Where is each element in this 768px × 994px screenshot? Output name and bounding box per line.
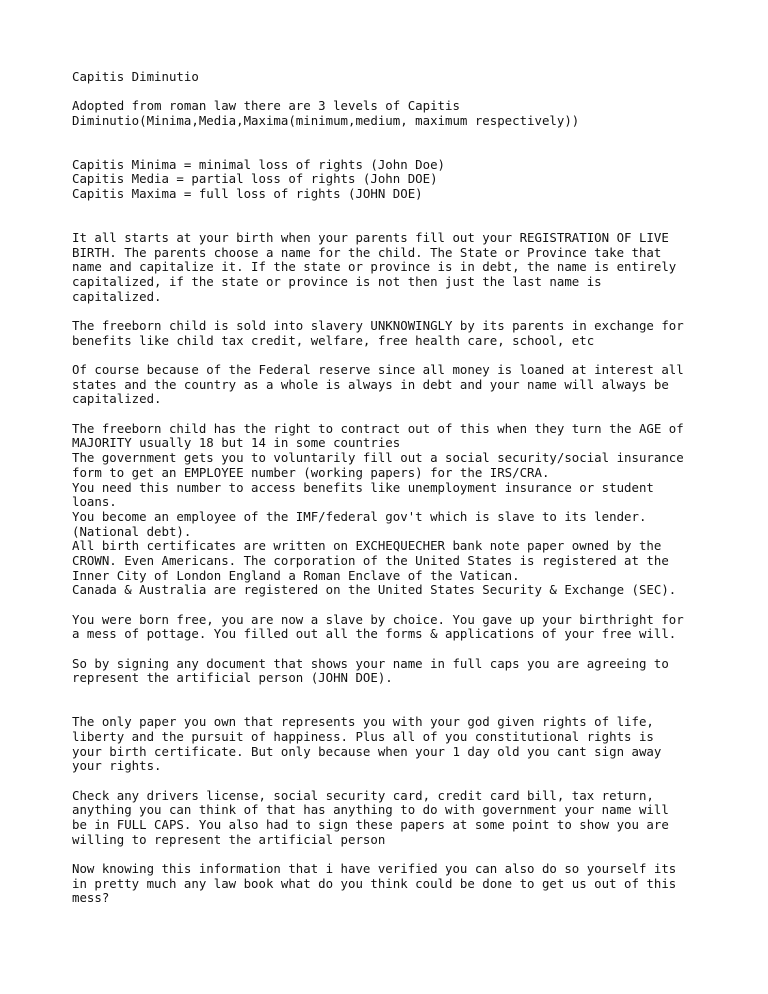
signing-paragraph (72, 657, 712, 686)
paragraph-line: Of course because of the Federal reserve since all money is loaned at interest all (72, 362, 684, 377)
majority-paragraph (72, 422, 712, 598)
spacer (72, 847, 712, 862)
now-paragraph (72, 862, 712, 906)
paragraph-line: benefits like child tax credit, welfare, free health care, school, etc (72, 332, 595, 348)
born-free-paragraph (72, 613, 712, 642)
paragraph-line: MAJORITY usually 18 but 14 in some countries (72, 435, 401, 451)
spacer (72, 598, 712, 613)
paragraph-line: So by signing any document that shows your name in full caps you are agreeing to (72, 655, 669, 671)
paragraph-line: form to get an EMPLOYEE number (working papers) for the IRS/CRA. (72, 464, 550, 480)
paragraph-line: All birth certificates are written on EXCHEQUECHER bank note paper owned by the (72, 538, 662, 554)
paragraph-line: CROWN. Even Americans. The corporation of the United States is registered at the (72, 552, 669, 568)
paragraph-line: The only paper you own that represents you with your god given rights of life, (72, 714, 654, 730)
paragraph-line: anything you can think of that has anything to do with government your name will (72, 802, 669, 818)
paragraph-line: You were born free, you are now a slave by choice. You gave up your birthright for (72, 611, 684, 627)
paragraph-line: willing to represent the artificial person (72, 831, 386, 847)
paragraph-line: You need this number to access benefits like unemployment insurance or student (72, 479, 654, 495)
paragraph-line: It all starts at your birth when your parents fill out your REGISTRATION OF LIVE (72, 229, 669, 245)
spacer (72, 686, 712, 715)
reserve-paragraph (72, 363, 712, 407)
only-paper-paragraph (72, 715, 712, 774)
spacer (72, 348, 712, 363)
paragraph-line: liberty and the pursuit of happiness. Plus all of you constitutional rights is (72, 728, 654, 744)
paragraph-line: Check any drivers license, social security card, credit card bill, tax return, (72, 787, 654, 803)
paragraph-line: You become an employee of the IMF/federal gov't which is slave to its lender. (72, 508, 647, 524)
level-maxima: Capitis Maxima = full loss of rights (JOHN DOE) (72, 186, 423, 202)
paragraph-line: The government gets you to voluntarily fill out a social security/social insurance (72, 450, 684, 466)
paragraph-line: be in FULL CAPS. You also had to sign these papers at some point to show you are (72, 816, 669, 832)
paragraph-line: your rights. (72, 758, 162, 774)
paragraph-line: loans. (72, 494, 117, 510)
paragraph-line: mess? (72, 890, 110, 906)
level-minima: Capitis Minima = minimal loss of rights (John Doe) (72, 156, 445, 172)
paragraph-line: (National debt). (72, 523, 192, 539)
level-media: Capitis Media = partial loss of rights (John DOE) (72, 171, 438, 187)
spacer (72, 304, 712, 319)
intro-line: Diminutio(Minima,Media,Maxima(minimum,medium, maximum respectively)) (72, 113, 580, 129)
intro-paragraph (72, 99, 712, 128)
paragraph-line: capitalized, if the state or province is not then just the last name is (72, 273, 602, 289)
levels-list (72, 158, 712, 202)
spacer (72, 85, 712, 100)
paragraph-line: in pretty much any law book what do you think could be done to get us out of this (72, 875, 677, 891)
paragraph-line: Now knowing this information that i have verified you can also do so yourself its (72, 861, 677, 876)
spacer (72, 129, 712, 158)
paragraph-line: capitalized. (72, 391, 162, 407)
paragraph-line: a mess of pottage. You filled out all the forms & applications of your free will. (72, 626, 677, 642)
paragraph-line: Inner City of London England a Roman Enclave of the Vatican. (72, 567, 520, 583)
spacer (72, 642, 712, 657)
paragraph-line: states and the country as a whole is always in debt and your name will always be (72, 376, 669, 392)
check-paragraph (72, 789, 712, 848)
paragraph-line: name and capitalize it. If the state or province is in debt, the name is entirely (72, 259, 677, 275)
spacer (72, 407, 712, 422)
paragraph-line: BIRTH. The parents choose a name for the child. The State or Province take that (72, 244, 662, 260)
spacer (72, 774, 712, 789)
paragraph-line: represent the artificial person (JOHN DOE). (72, 670, 393, 686)
document-body (72, 70, 712, 906)
slavery-paragraph (72, 319, 712, 348)
paragraph-line: The freeborn child has the right to contract out of this when they turn the AGE of (72, 420, 684, 436)
birth-paragraph (72, 231, 712, 304)
paragraph-line: Canada & Australia are registered on the United States Security & Exchange (SEC). (72, 582, 677, 598)
paragraph-line: your birth certificate. But only because when your 1 day old you cant sign away (72, 743, 662, 759)
intro-line: Adopted from roman law there are 3 levels of Capitis (72, 98, 460, 114)
paragraph-line: The freeborn child is sold into slavery UNKNOWINGLY by its parents in exchange for (72, 317, 684, 333)
spacer (72, 202, 712, 231)
paragraph-line: capitalized. (72, 288, 162, 304)
document-title: Capitis Diminutio (72, 69, 199, 84)
